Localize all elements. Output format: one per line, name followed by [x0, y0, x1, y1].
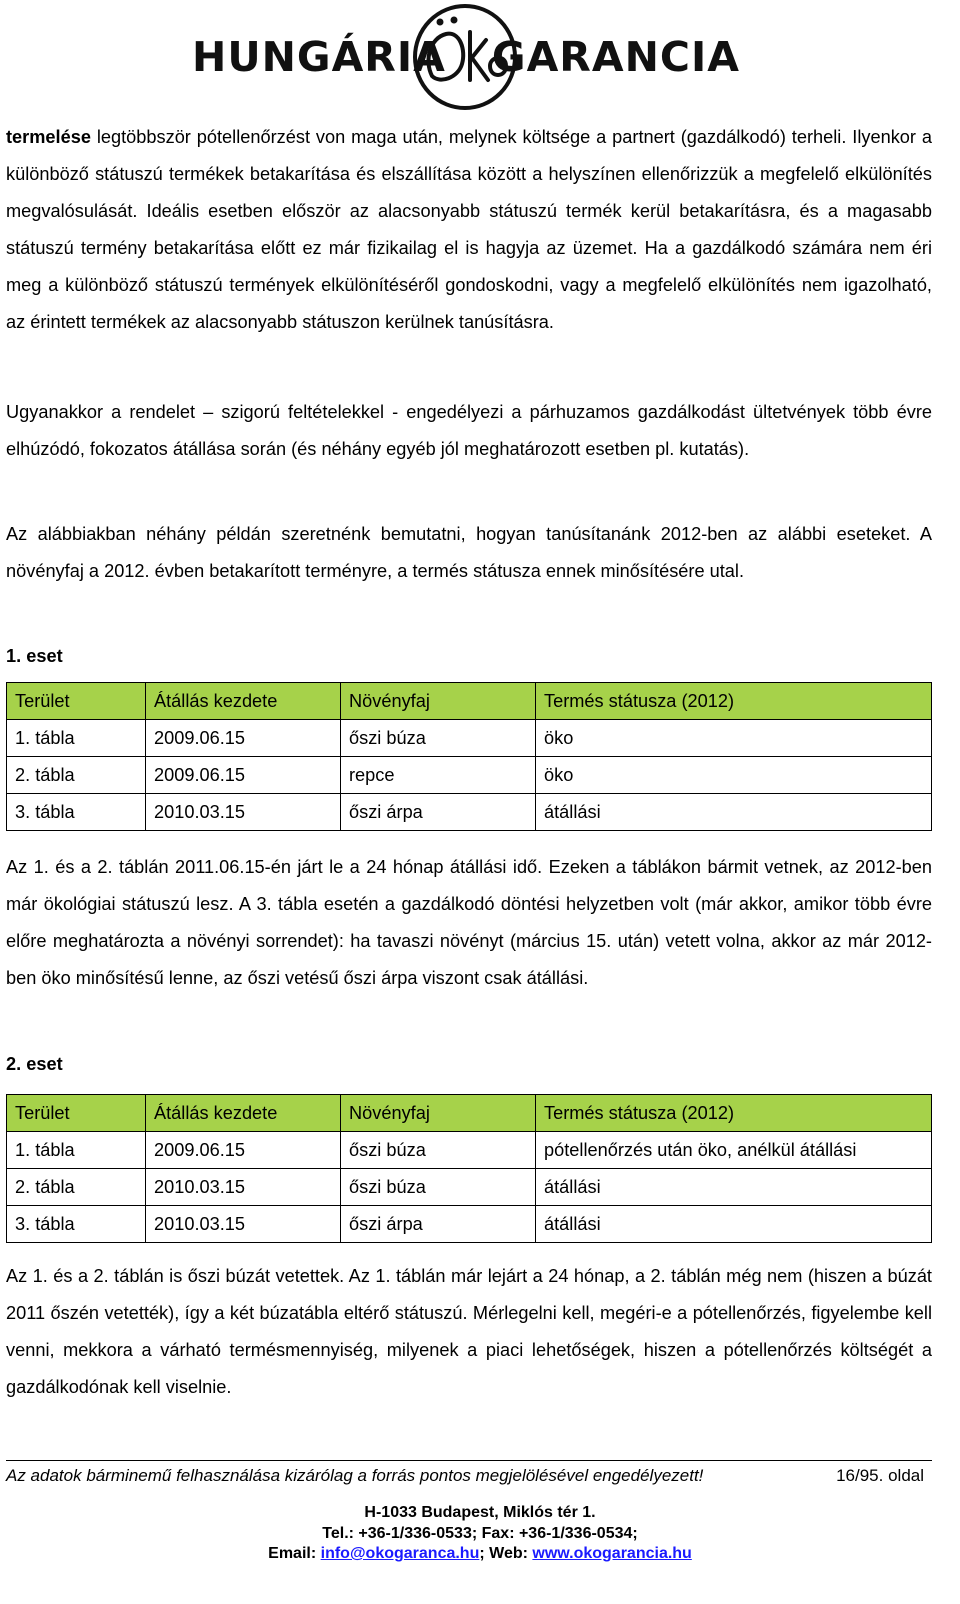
footer-notice-line — [6, 1466, 932, 1486]
web-link[interactable]: www.okogarancia.hu — [532, 1545, 692, 1562]
logo-word-center: Öko — [406, 0, 408, 1]
header-cell: Növényfaj — [341, 683, 536, 720]
table-cell: öko — [536, 757, 932, 794]
table-cell: őszi búza — [341, 720, 536, 757]
table-cell: pótellenőrzés után öko, anélkül átállási — [536, 1132, 932, 1169]
case-1-heading: 1. eset — [6, 646, 63, 666]
intro-paragraph — [6, 119, 932, 341]
table-cell: 1. tábla — [7, 720, 146, 757]
table-cell: őszi búza — [341, 1169, 536, 1206]
header-cell: Átállás kezdete — [146, 1095, 341, 1132]
web-label: ; Web: — [479, 1545, 533, 1562]
table-cell: öko — [536, 720, 932, 757]
case-2-heading-wrap — [6, 1046, 932, 1083]
table-header-row — [7, 1095, 932, 1132]
table-cell: 1. tábla — [7, 1132, 146, 1169]
table-cell: 2010.03.15 — [146, 1169, 341, 1206]
table-cell: őszi árpa — [341, 794, 536, 831]
case-1-explanation — [6, 849, 932, 997]
case-2-explanation — [6, 1258, 932, 1406]
case-2-heading: 2. eset — [6, 1054, 63, 1074]
table-cell: 3. tábla — [7, 794, 146, 831]
paragraph-2 — [6, 394, 932, 468]
table-row — [7, 1169, 932, 1206]
header-cell: Átállás kezdete — [146, 683, 341, 720]
table-row — [7, 794, 932, 831]
table-row — [7, 720, 932, 757]
intro-section — [6, 119, 932, 341]
header-cell: Terület — [7, 683, 146, 720]
table-cell: 2010.03.15 — [146, 1206, 341, 1243]
case-2-table — [6, 1094, 932, 1243]
intro-text: legtöbbször pótellenőrzést von maga után, melynek költsége a partnert (gazdálkodó) terheli. Ilyenkor a különböző státuszú termékek betakarítása és elszállítása között a helyszínen ellenőrizzük a megfelelő elkülönítés megvalósulását. Ideális esetben először az alacsonyabb státuszú termék kerül betakarításra, és a magasabb státuszú termény betakarítása előtt ez már fizikailag el is hagyja az üzemet. Ha a gazdálkodó számára nem éri meg a különböző státuszú termények elkülönítéséről gondoskodni, vagy a megfelelő elkülönítés nem igazolható, az érintett termékek az alacsonyabb státuszon kerülnek tanúsításra. — [6, 127, 932, 332]
table-cell: 2009.06.15 — [146, 720, 341, 757]
table-cell: 2010.03.15 — [146, 794, 341, 831]
header-cell: Növényfaj — [341, 1095, 536, 1132]
table-cell: őszi búza — [341, 1132, 536, 1169]
table-cell: átállási — [536, 794, 932, 831]
table-cell: repce — [341, 757, 536, 794]
table-cell: 2. tábla — [7, 757, 146, 794]
footer-address: H-1033 Budapest, Miklós tér 1. — [364, 1504, 596, 1521]
logo-word-left: HUNGÁRIA — [192, 33, 446, 81]
usage-notice: Az adatok bárminemű felhasználása kizárólag a forrás pontos megjelölésével engedélyezett! — [6, 1466, 704, 1485]
header-cell: Terület — [7, 1095, 146, 1132]
case-1-table — [6, 682, 932, 831]
table-row — [7, 1132, 932, 1169]
case-2-text: Az 1. és a 2. táblán is őszi búzát vetettek. Az 1. táblán már lejárt a 24 hónap, a 2. táblán még nem (hiszen a búzát 2011 őszén vetették), így a két búzatábla eltérő státuszú. Mérlegelni kell, megéri-e a pótellenőrzés, figyelembe kell venni, mekkora a várható termésmennyiség, milyenek a piaci lehetőségek, hiszen a pótellenőrzés költségét a gazdálkodónak kell viselnie. — [6, 1266, 932, 1397]
footer-phone-fax: Tel.: +36-1/336-0533; Fax: +36-1/336-0534; — [322, 1525, 638, 1542]
table-cell: 3. tábla — [7, 1206, 146, 1243]
intro-bold-lead: termelése — [6, 127, 91, 147]
table-cell: 2. tábla — [7, 1169, 146, 1206]
table-cell: 2009.06.15 — [146, 757, 341, 794]
table-row — [7, 757, 932, 794]
footer-divider — [6, 1460, 932, 1461]
page-number: 16/95. oldal — [836, 1466, 924, 1485]
table-cell: őszi árpa — [341, 1206, 536, 1243]
company-logo — [192, 0, 740, 112]
paragraph-2-text: Ugyanakkor a rendelet – szigorú feltételekkel - engedélyezi a párhuzamos gazdálkodást ültetvények több évre elhúzódó, fokozatos átállása során (és néhány egyéb jól meghatározott esetben pl. kutatás). — [6, 402, 932, 459]
footer-contact-line — [0, 1543, 960, 1564]
header-cell: Termés státusza (2012) — [536, 683, 932, 720]
paragraph-3 — [6, 516, 932, 590]
table-row — [7, 1206, 932, 1243]
email-label: Email: — [268, 1545, 321, 1562]
logo-word-right: GARANCIA — [491, 33, 740, 81]
table-cell: átállási — [536, 1206, 932, 1243]
header-cell: Termés státusza (2012) — [536, 1095, 932, 1132]
case-1-heading-wrap — [6, 638, 932, 675]
table-cell: átállási — [536, 1169, 932, 1206]
table-header-row — [7, 683, 932, 720]
case-1-text: Az 1. és a 2. táblán 2011.06.15-én járt le a 24 hónap átállási idő. Ezeken a táblákon bármit vetnek, az 2012-ben már ökológiai státuszú lesz. A 3. tábla esetén a gazdálkodó döntési helyzetben volt (már akkor, amikor több évre előre meghatározta a növényi sorrendet): ha tavaszi növényt (március 15. után) vetett volna, akkor az már 2012-ben öko minősítésű lenne, az őszi vetésű őszi árpa viszont csak átállási. — [6, 857, 932, 988]
table-cell: 2009.06.15 — [146, 1132, 341, 1169]
paragraph-3-text: Az alábbiakban néhány példán szeretnénk bemutatni, hogyan tanúsítanánk 2012-ben az alábbi eseteket. A növényfaj a 2012. évben betakarított terményre, a termés státusza ennek minősítésére utal. — [6, 524, 932, 581]
email-link[interactable]: info@okogaranca.hu — [320, 1545, 480, 1562]
